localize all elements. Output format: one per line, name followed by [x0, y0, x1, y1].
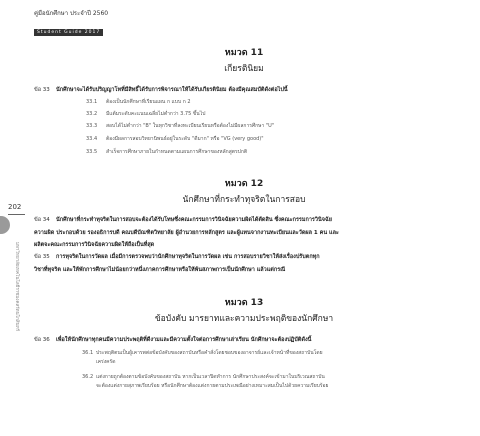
section-heading: หมวด 12 — [224, 179, 264, 189]
clause-number: ข้อ 36 — [34, 337, 50, 343]
list-item — [82, 349, 442, 366]
section-13-title — [34, 295, 454, 325]
handbook-title: คู่มือนักศึกษา ประจำปี 2560 — [34, 10, 109, 17]
item-number: 33.3 — [86, 123, 98, 129]
section-11-title — [34, 45, 454, 75]
item-text: ต้องมีผลการสอบวิทยานิพนธ์อยู่ในระดับ "ดีมาก" หรือ "VG (very good)" — [106, 136, 264, 142]
margin-tab-marker — [0, 216, 10, 234]
page-number-rule — [8, 214, 25, 215]
section-subtitle: นักศึกษาที่กระทำทุจริตในการสอบ — [182, 195, 306, 205]
clause-34-cont — [34, 229, 454, 238]
section-subtitle: เกียรตินิยม — [224, 64, 264, 74]
section-heading: หมวด 13 — [224, 298, 264, 308]
item-number: 36.1 — [82, 350, 94, 356]
list-item — [86, 122, 446, 131]
item-text: สำเร็จการศึกษาภายในกำหนดตามแผนการศึกษาของหลักสูตรปกติ — [106, 149, 248, 155]
clause-34 — [34, 216, 454, 225]
section-heading: หมวด 11 — [224, 48, 264, 58]
student-guide-banner: Student Guide 2017 — [34, 29, 103, 36]
item-text-line: แต่งกายถูกต้องตามข้อบังคับของสถาบัน หากเป็นเวลาปิดทำการ นักศึกษาประสงค์จะเข้ามาในบริเวณสถาบัน — [96, 374, 325, 380]
clause-text-line: วิชาที่ทุจริต และให้พักการศึกษาไม่น้อยกว่าหนึ่งภาคการศึกษาหรือให้พ้นสภาพการเป็นนักศึกษา แล้วแต่กรณี — [34, 267, 286, 273]
item-text: ต้องเป็นนักศึกษาที่เรียนแผน ก แบบ ก 2 — [106, 99, 191, 105]
clause-number: ข้อ 35 — [34, 254, 50, 260]
clause-number: ข้อ 33 — [34, 87, 50, 93]
section-12-title — [34, 176, 454, 206]
section-subtitle: ข้อบังคับ มารยาทและความประพฤติของนักศึกษา — [154, 314, 334, 324]
university-name-vertical: มหาวิทยาลัยเทคโนโลยีราชมงคลรัตนโกสินทร์ — [14, 242, 19, 332]
list-item — [82, 373, 442, 390]
item-text-line: จะต้องแต่งกายสุภาพเรียบร้อย หรือนักศึกษาต้องแต่งกายตามประเพณีอย่างเหมาะสมเป็นไปด้วยความเรียบร้อย — [96, 382, 329, 389]
page-number: 202 — [8, 203, 22, 211]
clause-text: เพื่อให้นักศึกษาทุกคนมีความประพฤติที่ดีงามและมีความตั้งใจต่อการศึกษาเล่าเรียน นักศึกษาจะต้องปฏิบัติดังนี้ — [56, 337, 312, 343]
list-item — [86, 135, 446, 144]
item-text: สอบได้ไม่ต่ำกว่า "B" ในทุกวิชาที่ลงทะเบียนเรียนหรือต้องไม่มีผลการศึกษา "U" — [106, 123, 275, 129]
list-item — [86, 98, 446, 107]
side-margin — [0, 0, 30, 436]
clause-35-cont — [34, 266, 454, 275]
item-text-line: ประพฤติตนเป็นผู้เคารพต่อข้อบังคับของสถาบันหรือคำสั่งโดยชอบของอาจารย์และเจ้าหน้าที่ของสถาบันโดย — [96, 350, 323, 356]
clause-text: นักศึกษาจะได้รับปริญญาโทที่มีสิทธิ์ได้รับการพิจารณาให้ได้รับเกียรตินิยม ต้องมีคุณสมบัติดังต่อไปนี้ — [56, 87, 288, 93]
clause-35 — [34, 253, 454, 262]
clause-36 — [34, 336, 454, 345]
clause-33 — [34, 86, 454, 95]
list-item — [86, 148, 446, 157]
item-text: มีแต้มระดับคะแนนเฉลี่ยไม่ต่ำกว่า 3.75 ขึ้นไป — [106, 111, 206, 117]
clause-text-line: ผลิตจะคณะกรรมการวินิจฉัยความผิดให้ถือเป็นที่สุด — [34, 242, 155, 248]
clause-text-line: การทุจริตในการวัดผล เมื่อมีการตรวจพบว่านักศึกษาทุจริตในการวัดผล เช่น การสอบรายวิชาให้ส่งเรื่องปรับตกทุก — [56, 254, 320, 260]
clause-text-line: ความผิด ประกอบด้วย รองอธิการบดี คณบดีบัณฑิตวิทยาลัย ผู้อำนวยการหลักสูตร และผู้แทนจากงานทะเบียนและวัดผล 1 คน และ — [34, 230, 339, 236]
item-number: 33.1 — [86, 99, 98, 105]
item-text-line: เคร่งครัด — [96, 358, 116, 365]
item-number: 36.2 — [82, 374, 94, 380]
item-number: 33.2 — [86, 111, 98, 117]
clause-number: ข้อ 34 — [34, 217, 50, 223]
item-number: 33.5 — [86, 149, 98, 155]
page-header — [34, 8, 108, 37]
clause-text-line: นักศึกษาที่กระทำทุจริตในการสอบจะต้องได้รับโทษซึ่งคณะกรรมการวินิจฉัยความผิดได้ตัดสิน ซึ่งคณะกรรมการวินิจฉัย — [56, 217, 332, 223]
clause-34-cont — [34, 241, 454, 250]
item-number: 33.4 — [86, 136, 98, 142]
list-item — [86, 110, 446, 119]
